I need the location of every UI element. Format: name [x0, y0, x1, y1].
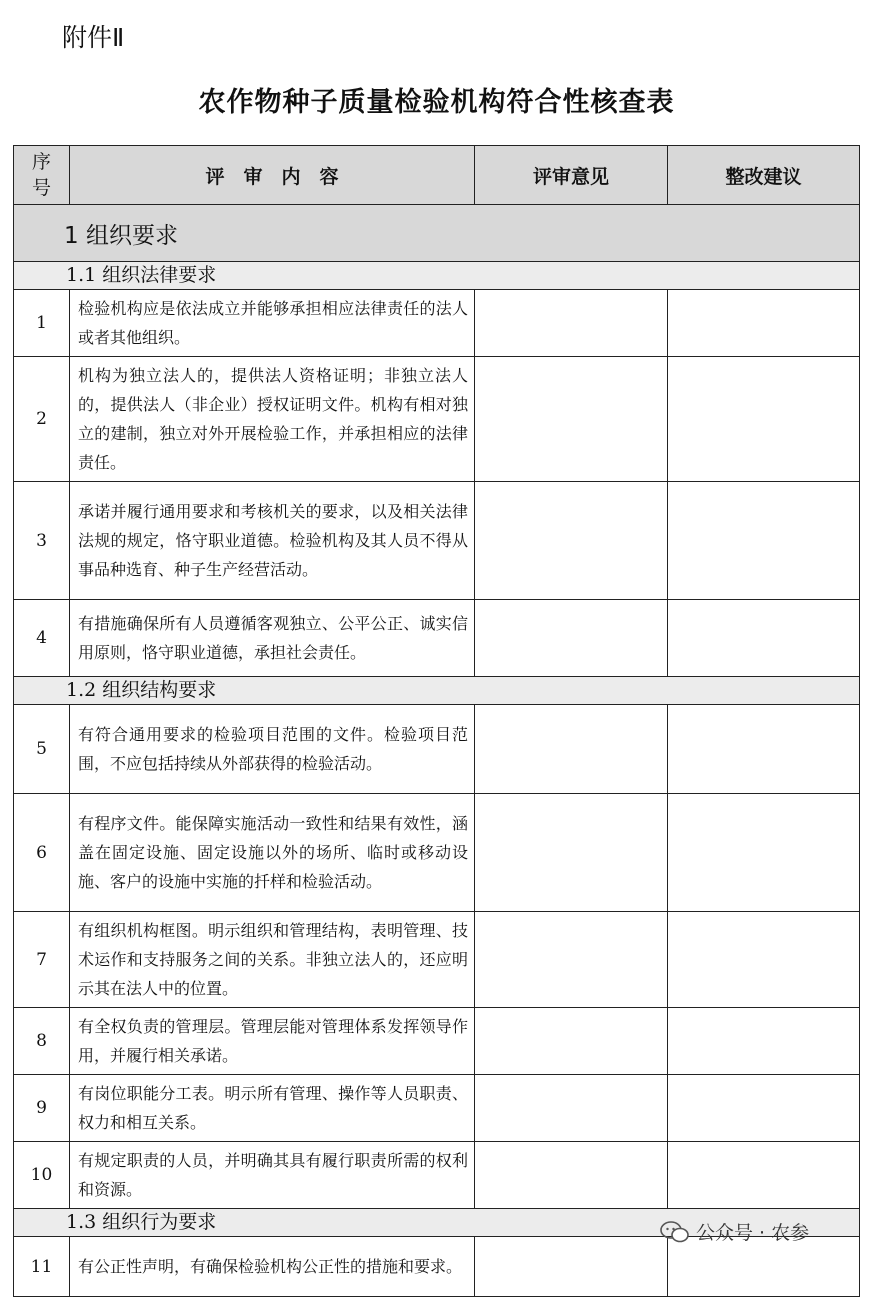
row-number: 8 — [14, 1008, 70, 1075]
table-row — [14, 912, 860, 1008]
row-number: 10 — [14, 1142, 70, 1209]
table-row — [14, 705, 860, 794]
subsection-title: 1.2 组织结构要求 — [14, 677, 860, 705]
suggestion-cell — [668, 912, 860, 1008]
row-number: 7 — [14, 912, 70, 1008]
page-title: 农作物种子质量检验机构符合性核查表 — [198, 87, 675, 118]
suggestion-cell — [668, 600, 860, 677]
row-number: 2 — [14, 357, 70, 482]
watermark — [660, 1218, 809, 1245]
suggestion-cell — [668, 1237, 860, 1297]
table-row — [14, 290, 860, 357]
table-row — [14, 1142, 860, 1209]
opinion-cell — [475, 1237, 668, 1297]
row-content: 有全权负责的管理层。管理层能对管理体系发挥领导作用，并履行相关承诺。 — [70, 1008, 475, 1075]
row-number: 4 — [14, 600, 70, 677]
opinion-cell — [475, 482, 668, 600]
suggestion-cell — [668, 794, 860, 912]
row-number: 6 — [14, 794, 70, 912]
row-content: 有组织机构框图。明示组织和管理结构，表明管理、技术运作和支持服务之间的关系。非独立法人的，还应明示其在法人中的位置。 — [70, 912, 475, 1008]
row-content: 承诺并履行通用要求和考核机关的要求，以及相关法律法规的规定，恪守职业道德。检验机构及其人员不得从事品种选育、种子生产经营活动。 — [70, 482, 475, 600]
row-content: 有岗位职能分工表。明示所有管理、操作等人员职责、权力和相互关系。 — [70, 1075, 475, 1142]
subsection-title: 1.1 组织法律要求 — [14, 262, 860, 290]
row-number: 11 — [14, 1237, 70, 1297]
table-row — [14, 600, 860, 677]
subsection-row — [14, 262, 860, 290]
row-content: 有措施确保所有人员遵循客观独立、公平公正、诚实信用原则，恪守职业道德，承担社会责任。 — [70, 600, 475, 677]
watermark-text: 公众号 · 农参 — [696, 1222, 810, 1244]
opinion-cell — [475, 794, 668, 912]
row-content: 有公正性声明，有确保检验机构公正性的措施和要求。 — [70, 1237, 475, 1297]
row-number: 1 — [14, 290, 70, 357]
suggestion-cell — [668, 290, 860, 357]
row-content: 机构为独立法人的，提供法人资格证明；非独立法人的，提供法人（非企业）授权证明文件。机构有相对独立的建制，独立对外开展检验工作，并承担相应的法律责任。 — [70, 357, 475, 482]
table-row — [14, 482, 860, 600]
row-content: 有符合通用要求的检验项目范围的文件。检验项目范围，不应包括持续从外部获得的检验活动。 — [70, 705, 475, 794]
table-row — [14, 794, 860, 912]
checklist-table — [13, 145, 860, 1297]
subsection-row — [14, 677, 860, 705]
suggestion-cell — [668, 1142, 860, 1209]
opinion-cell — [475, 912, 668, 1008]
table-row — [14, 357, 860, 482]
section-row — [14, 205, 860, 262]
wechat-icon — [660, 1221, 690, 1243]
header-seq: 序 号 — [14, 146, 70, 205]
annex-label: 附件Ⅱ — [62, 23, 125, 52]
opinion-cell — [475, 357, 668, 482]
header-content: 评 审 内 容 — [70, 146, 475, 205]
subsection-title: 1.3 组织行为要求 — [14, 1209, 860, 1237]
opinion-cell — [475, 1008, 668, 1075]
suggestion-cell — [668, 1075, 860, 1142]
header-suggestion: 整改建议 — [668, 146, 860, 205]
opinion-cell — [475, 290, 668, 357]
suggestion-cell — [668, 705, 860, 794]
header-opinion: 评审意见 — [475, 146, 668, 205]
suggestion-cell — [668, 357, 860, 482]
opinion-cell — [475, 600, 668, 677]
row-content: 有程序文件。能保障实施活动一致性和结果有效性，涵盖在固定设施、固定设施以外的场所、临时或移动设施、客户的设施中实施的扦样和检验活动。 — [70, 794, 475, 912]
table-row — [14, 1237, 860, 1297]
row-content: 检验机构应是依法成立并能够承担相应法律责任的法人或者其他组织。 — [70, 290, 475, 357]
table-row — [14, 1075, 860, 1142]
opinion-cell — [475, 1075, 668, 1142]
table-header — [14, 146, 860, 205]
table-row — [14, 1008, 860, 1075]
row-number: 5 — [14, 705, 70, 794]
opinion-cell — [475, 1142, 668, 1209]
section-title: 1 组织要求 — [14, 205, 860, 262]
opinion-cell — [475, 705, 668, 794]
suggestion-cell — [668, 1008, 860, 1075]
suggestion-cell — [668, 482, 860, 600]
row-number: 9 — [14, 1075, 70, 1142]
row-content: 有规定职责的人员，并明确其具有履行职责所需的权利和资源。 — [70, 1142, 475, 1209]
row-number: 3 — [14, 482, 70, 600]
